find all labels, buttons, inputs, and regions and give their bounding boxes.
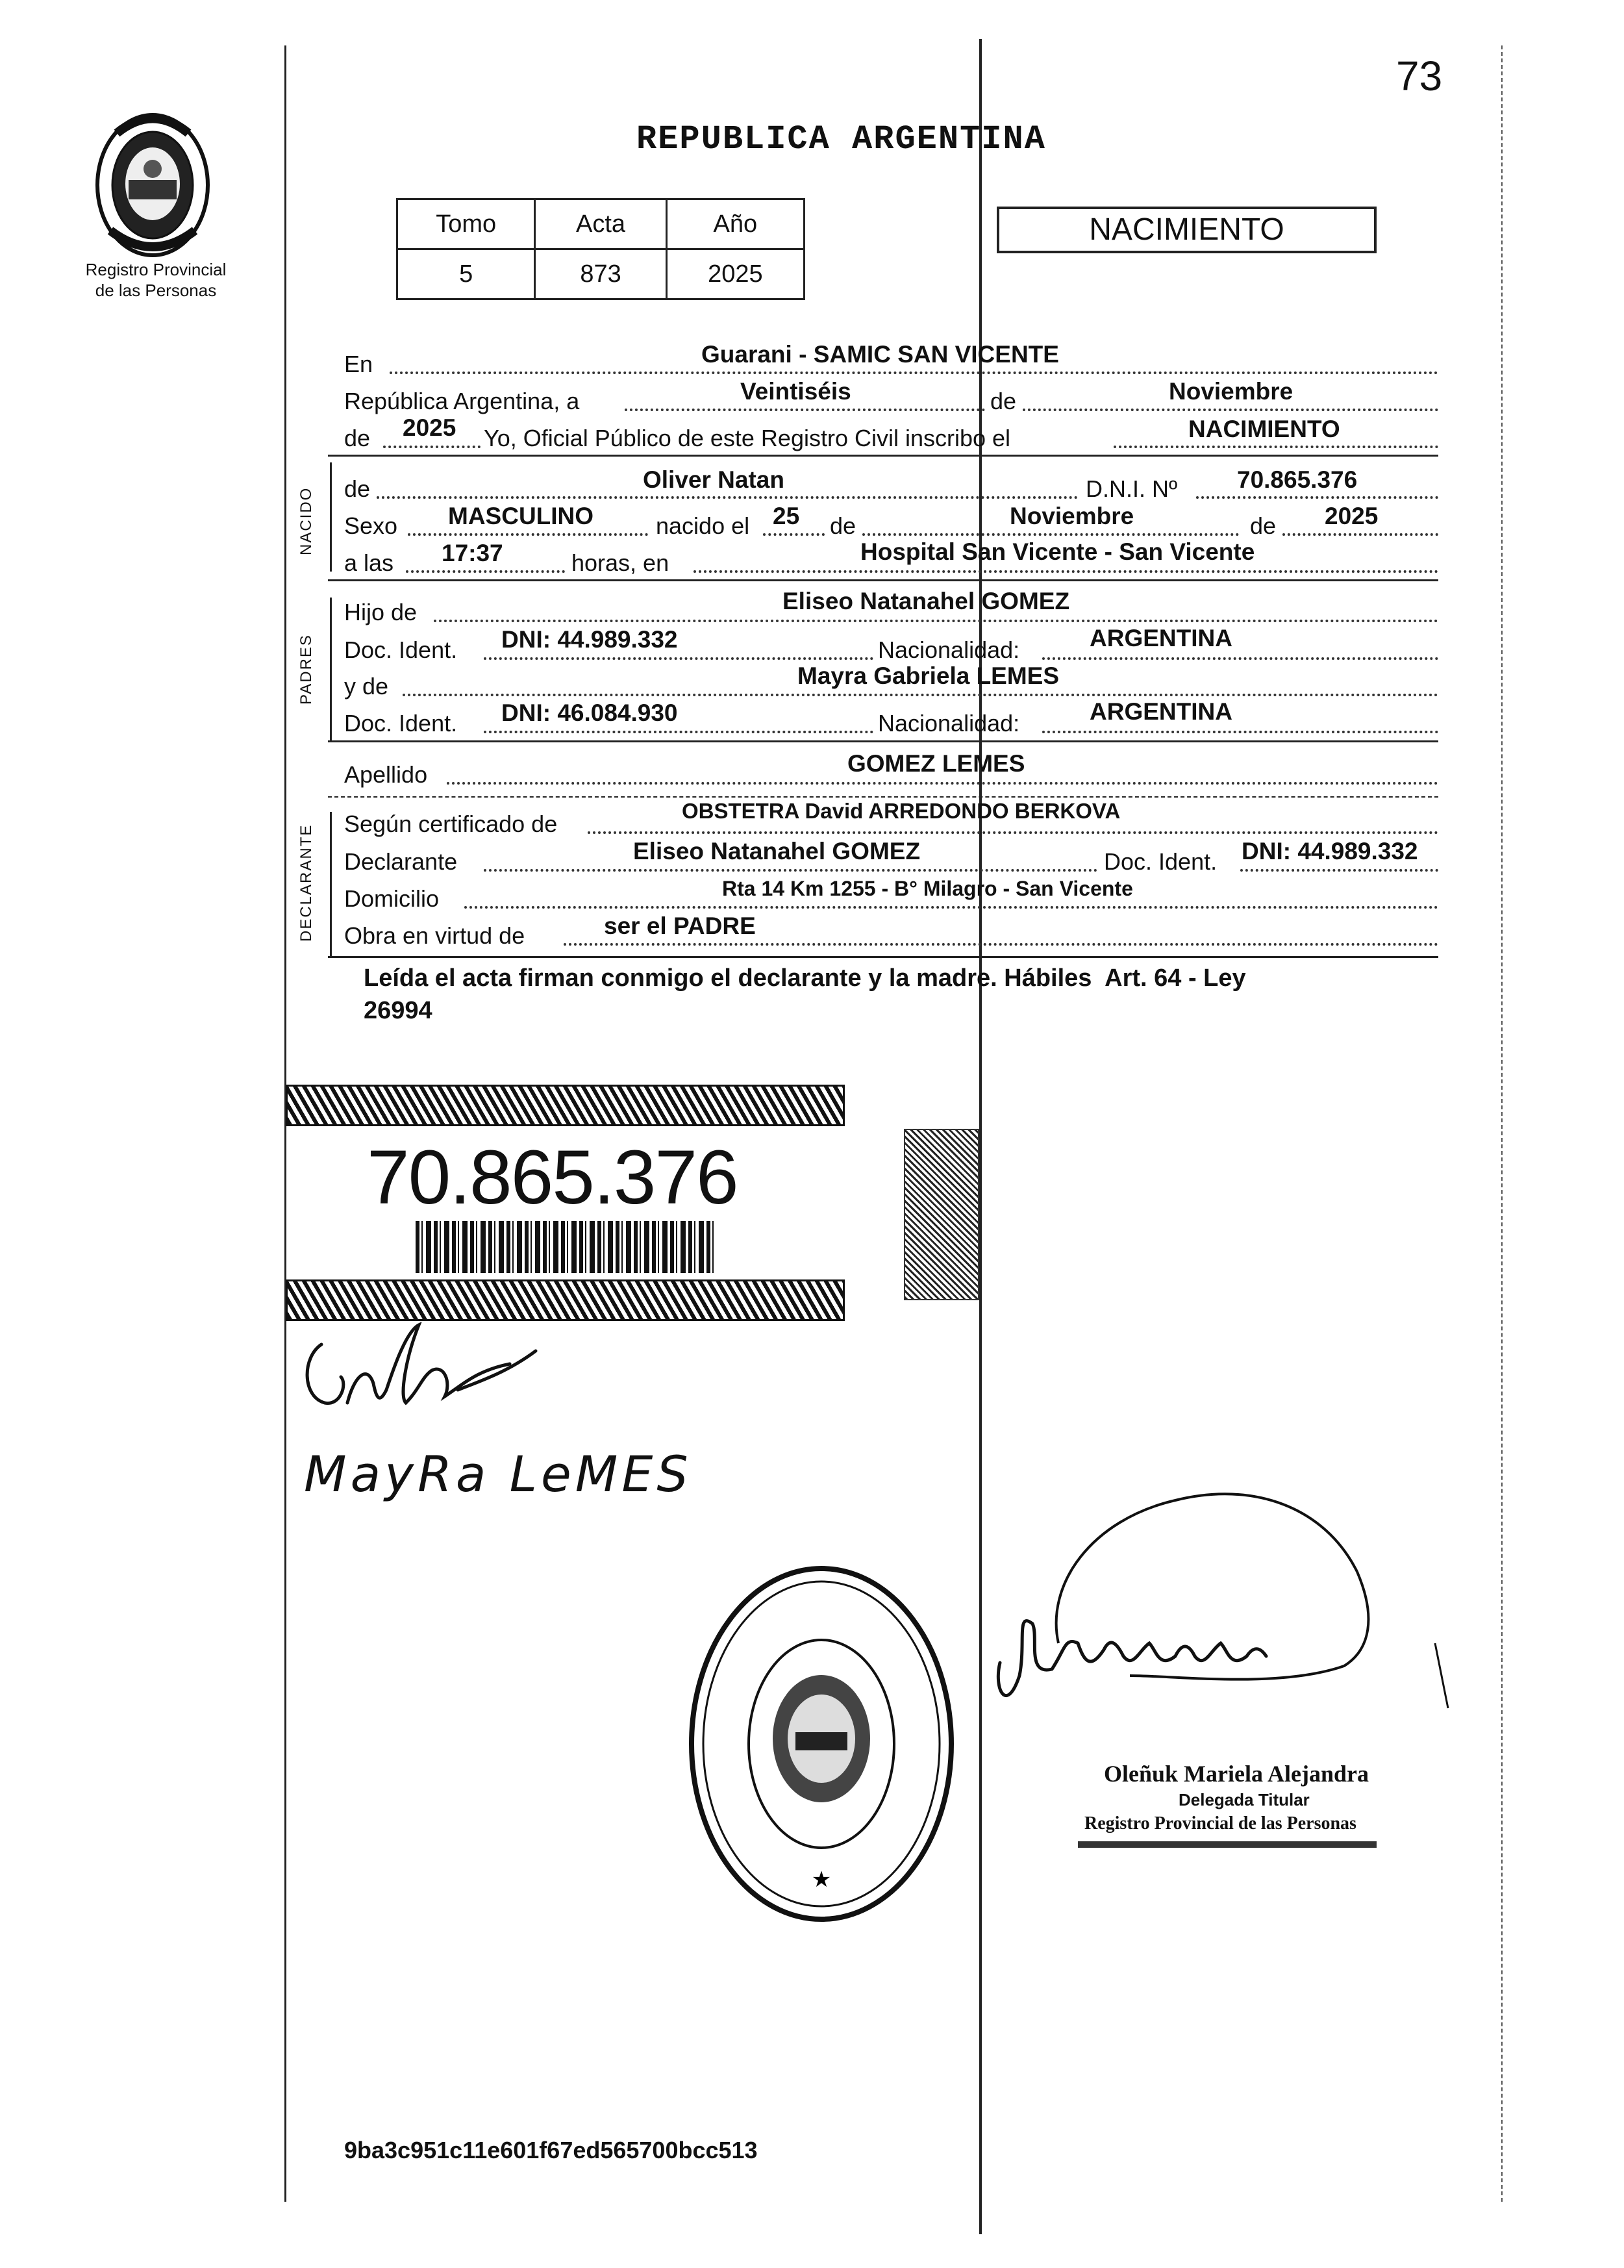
- day-dots: [625, 409, 985, 411]
- de-label: de: [990, 388, 1017, 414]
- apellido-dots: [447, 782, 1438, 785]
- mother-doc-dots: [484, 731, 873, 733]
- document-hash: 9ba3c951c11e601f67ed565700bcc513: [344, 2137, 758, 2163]
- place-dots: [693, 570, 1438, 573]
- father-name-value: Eliseo Natanahel GOMEZ: [782, 588, 1070, 614]
- nacido-de-label-2: de: [830, 512, 856, 539]
- birth-month-value: Noviembre: [1010, 503, 1134, 529]
- document-type-box: [997, 207, 1377, 253]
- mother-nat-dots: [1042, 731, 1438, 733]
- mother-doc-label: Doc. Ident.: [344, 710, 458, 737]
- de2-label: de: [344, 425, 371, 451]
- obra-dots: [564, 943, 1438, 946]
- padres-section-label: PADRES: [297, 634, 315, 705]
- right-border-line: [1501, 45, 1503, 2202]
- table-header-ano: Año: [666, 199, 804, 249]
- hijo-de-label: Hijo de: [344, 599, 418, 625]
- dni-label: D.N.I. Nº: [1086, 475, 1178, 502]
- table-value-tomo: 5: [397, 249, 535, 299]
- birthmonth-dots: [862, 533, 1239, 536]
- barcode-number: 70.865.376: [367, 1135, 738, 1220]
- province-logo: [91, 107, 214, 260]
- decl-doc-dots: [1240, 869, 1438, 872]
- nacido-de-label: de: [344, 475, 371, 502]
- day-value: Veintiséis: [740, 378, 851, 405]
- nacido-underline: [328, 579, 1438, 581]
- padres-underline: [328, 740, 1438, 742]
- father-doc-dots: [484, 657, 873, 660]
- mother-nat-label: Nacionalidad:: [878, 710, 1020, 737]
- nacido-el-label: nacido el: [656, 512, 750, 539]
- page-title: REPUBLICA ARGENTINA: [636, 120, 1046, 158]
- birthyear-dots: [1282, 533, 1438, 536]
- y-de-label: y de: [344, 673, 389, 699]
- dom-dots: [464, 906, 1438, 909]
- horas-label: horas, en: [571, 549, 669, 576]
- time-dots: [406, 570, 565, 573]
- birth-time-value: 17:37: [442, 540, 503, 566]
- father-signature: [295, 1305, 555, 1429]
- mother-nationality-value: ARGENTINA: [1090, 698, 1232, 725]
- apellido-underline: [328, 796, 1438, 798]
- en-label: En: [344, 351, 373, 377]
- cert-value: OBSTETRA David ARREDONDO BERKOVA: [682, 799, 1121, 823]
- official-role: Delegada Titular: [1179, 1790, 1310, 1809]
- table-header-acta: Acta: [535, 199, 666, 249]
- declarante-doc-value: DNI: 44.989.332: [1242, 838, 1418, 864]
- dni-value: 70.865.376: [1237, 466, 1358, 493]
- apellido-label: Apellido: [344, 761, 428, 788]
- father-doc-value: DNI: 44.989.332: [501, 626, 678, 653]
- official-label: Yo, Oficial Público de este Registro Civil inscribo el: [484, 425, 1011, 451]
- sexo-dots: [408, 533, 648, 536]
- republica-label: República Argentina, a: [344, 388, 580, 414]
- act-dots: [1114, 446, 1438, 448]
- apellido-value: GOMEZ LEMES: [847, 750, 1025, 777]
- document-type-label: NACIMIENTO: [1089, 212, 1284, 247]
- intro-underline: [328, 455, 1438, 457]
- barcode: [416, 1221, 714, 1273]
- registry-seal: [685, 1562, 958, 1926]
- official-office: Registro Provincial de las Personas: [1084, 1813, 1356, 1833]
- decl-dots: [484, 869, 1097, 872]
- mother-dots: [403, 694, 1438, 696]
- record-table: [396, 198, 805, 300]
- mother-doc-value: DNI: 46.084.930: [501, 699, 678, 726]
- birth-year-value: 2025: [1325, 503, 1379, 529]
- birth-day-value: 25: [773, 503, 800, 529]
- month-dots: [1023, 409, 1438, 411]
- padres-bar: [330, 598, 332, 740]
- dni-dots: [1196, 496, 1438, 499]
- month-value: Noviembre: [1169, 378, 1293, 405]
- official-signature: [981, 1481, 1474, 1754]
- father-dots: [434, 620, 1438, 622]
- en-dots: [390, 372, 1438, 374]
- registry-caption-line2: de las Personas: [95, 281, 217, 300]
- sexo-value: MASCULINO: [448, 503, 594, 529]
- declarante-value: Eliseo Natanahel GOMEZ: [633, 838, 921, 864]
- cert-label: Según certificado de: [344, 811, 558, 837]
- center-fold-line: [979, 39, 982, 2234]
- nacido-de-label-3: de: [1250, 512, 1277, 539]
- svg-text:★: ★: [811, 1867, 832, 1893]
- name-dots: [377, 496, 1078, 499]
- year-dots: [383, 446, 481, 448]
- father-doc-label: Doc. Ident.: [344, 636, 458, 663]
- father-nat-label: Nacionalidad:: [878, 636, 1020, 663]
- closing-line-2: 26994: [364, 997, 432, 1024]
- declarante-doc-label: Doc. Ident.: [1104, 848, 1218, 875]
- official-stamp: [1078, 1754, 1383, 1864]
- registry-caption-line1: Registro Provincial: [85, 260, 227, 279]
- birth-place-value: Hospital San Vicente - San Vicente: [860, 538, 1255, 565]
- act-value: NACIMIENTO: [1188, 416, 1340, 442]
- cert-dots: [588, 831, 1438, 834]
- declarante-section-label: DECLARANTE: [297, 824, 315, 942]
- security-hologram: [904, 1129, 979, 1300]
- table-header-tomo: Tomo: [397, 199, 535, 249]
- mother-name-value: Mayra Gabriela LEMES: [797, 662, 1060, 689]
- obra-label: Obra en virtud de: [344, 922, 525, 949]
- declarante-bar: [330, 812, 332, 958]
- year-value: 2025: [403, 414, 456, 441]
- closing-line-1: Leída el acta firman conmigo el declarante y la madre. Hábiles Art. 64 - Ley: [364, 964, 1246, 992]
- birthday-dots: [763, 533, 825, 536]
- page-number: 73: [1396, 53, 1443, 99]
- obra-value: ser el PADRE: [604, 913, 756, 939]
- father-nationality-value: ARGENTINA: [1090, 625, 1232, 651]
- declarante-label: Declarante: [344, 848, 458, 875]
- domicilio-value: Rta 14 Km 1255 - B° Milagro - San Vicente: [722, 877, 1133, 900]
- domicilio-label: Domicilio: [344, 885, 440, 912]
- father-nat-dots: [1042, 657, 1438, 660]
- declarante-underline: [328, 956, 1438, 958]
- table-value-acta: 873: [535, 249, 666, 299]
- mother-handwritten-name: MayRa LeMES: [304, 1445, 692, 1503]
- sexo-label: Sexo: [344, 512, 398, 539]
- en-value: Guarani - SAMIC SAN VICENTE: [701, 341, 1059, 368]
- nacido-bar: [330, 462, 332, 572]
- security-band-top: [286, 1085, 845, 1126]
- nacido-section-label: NACIDO: [297, 486, 315, 555]
- official-name: Oleñuk Mariela Alejandra: [1104, 1761, 1369, 1787]
- table-value-ano: 2025: [666, 249, 804, 299]
- child-name-value: Oliver Natan: [643, 466, 784, 493]
- a-las-label: a las: [344, 549, 394, 576]
